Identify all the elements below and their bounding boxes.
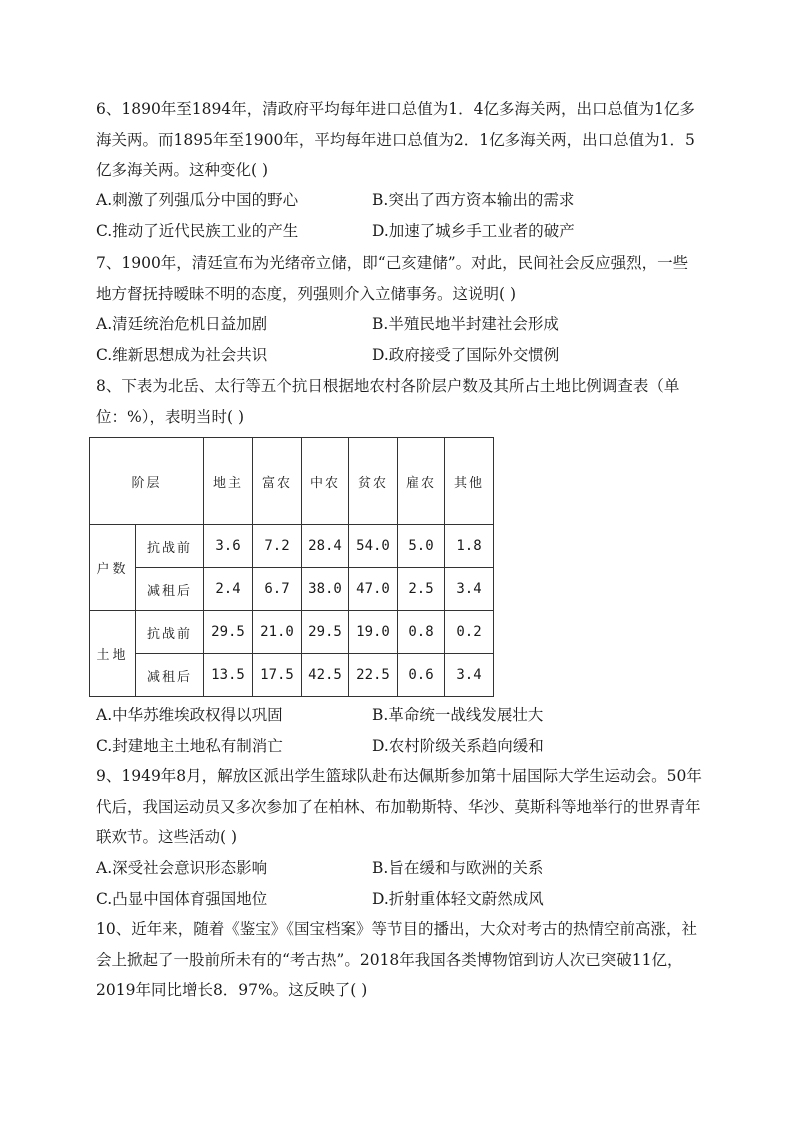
table-row-label: 抗战前 [136,525,204,568]
question-7-option-c: C.维新思想成为社会共识 [96,345,268,364]
question-6-text: 6、1890年至1894年，清政府平均每年进口总值为1．4亿多海关两，出口总值为1亿多海关两。而1895年至1900年，平均每年进口总值为2．1亿多海关两，出口总值为1．5亿多海关两。这种变化( ) [96,100,695,179]
table-column-header: 中农 [302,438,349,525]
table-row [90,611,494,654]
question-8-option-b: B.革命统一战线发展壮大 [372,706,544,724]
question-6-option-c: C.推动了近代民族工业的产生 [96,221,299,240]
question-8-text: 8、下表为北岳、太行等五个抗日根据地农村各阶层户数及其所占土地比例调查表（单位：%），表明当时( ) [96,377,680,426]
table-group-label: 户数 [90,525,136,611]
table-row [90,525,494,568]
table-cell: 22.5 [349,654,398,697]
question-6-option-a: A.刺激了列强瓜分中国的野心 [96,191,299,209]
question-9-option-b: B.旨在缓和与欧洲的关系 [372,859,544,877]
table-row-label: 减租后 [136,654,204,697]
table-group-label: 土地 [90,611,136,697]
table-cell: 2.5 [398,568,445,611]
table-cell: 7.2 [253,525,302,568]
question-8-option-c: C.封建地主土地私有制消亡 [96,736,283,755]
table-cell: 19.0 [349,611,398,654]
table-cell: 28.4 [302,525,349,568]
table-header-label: 阶层 [90,438,204,525]
question-8-option-a: A.中华苏维埃政权得以巩固 [96,706,283,724]
table-cell: 0.8 [398,611,445,654]
question-9-option-d: D.折射重体轻文蔚然成风 [372,889,544,908]
table-cell: 6.7 [253,568,302,611]
question-8-option-d: D.农村阶级关系趋向缓和 [372,736,544,755]
table-column-header: 贫农 [349,438,398,525]
question-10-text: 10、近年来，随着《鉴宝》《国宝档案》等节目的播出，大众对考古的热情空前高涨，社会上掀起了一股前所未有的“考古热”。2018年我国各类博物馆到访人次已突破11亿，2019年同比增长8．97%。这反映了( ) [96,920,697,999]
table-cell: 0.2 [445,611,494,654]
question-7-option-a: A.清廷统治危机日益加剧 [96,315,268,333]
table-row [90,568,494,611]
table-cell: 3.4 [445,568,494,611]
table-cell: 54.0 [349,525,398,568]
table-cell: 3.6 [204,525,253,568]
table-cell: 13.5 [204,654,253,697]
table-cell: 38.0 [302,568,349,611]
question-9-option-a: A.深受社会意识形态影响 [96,859,268,877]
question-7-options [96,309,702,370]
table-cell: 2.4 [204,568,253,611]
table-row-label: 抗战前 [136,611,204,654]
question-7-option-b: B.半殖民地半封建社会形成 [372,315,559,333]
table-cell: 5.0 [398,525,445,568]
table-cell: 17.5 [253,654,302,697]
question-6-option-b: B.突出了西方资本输出的需求 [372,191,575,209]
question-9-option-c: C.凸显中国体育强国地位 [96,889,268,908]
question-9-text: 9、1949年8月，解放区派出学生篮球队赴布达佩斯参加第十届国际大学生运动会。50年代后，我国运动员又多次参加了在柏林、布加勒斯特、华沙、莫斯科等地举行的世界青年联欢节。这些活动( ) [96,767,702,846]
table-cell: 47.0 [349,568,398,611]
table-cell: 1.8 [445,525,494,568]
table-cell: 42.5 [302,654,349,697]
table-cell: 21.0 [253,611,302,654]
table-column-header: 雇农 [398,438,445,525]
table-cell: 3.4 [445,654,494,697]
table-cell: 29.5 [204,611,253,654]
table-column-header: 富农 [253,438,302,525]
table-column-header: 地主 [204,438,253,525]
table-cell: 0.6 [398,654,445,697]
land-survey-table [89,437,494,697]
question-6-options [96,185,702,246]
question-8-options [96,700,702,761]
question-6-option-d: D.加速了城乡手工业者的破产 [372,221,575,240]
table-cell: 29.5 [302,611,349,654]
table-row-label: 减租后 [136,568,204,611]
question-7-text: 7、1900年，清廷宣布为光绪帝立储，即“己亥建储”。对此，民间社会反应强烈，一些地方督抚持暧昧不明的态度，列强则介入立储事务。这说明( ) [96,254,689,303]
table-row [90,654,494,697]
table-column-header: 其他 [445,438,494,525]
question-9-options [96,853,702,914]
question-7-option-d: D.政府接受了国际外交惯例 [372,345,560,364]
